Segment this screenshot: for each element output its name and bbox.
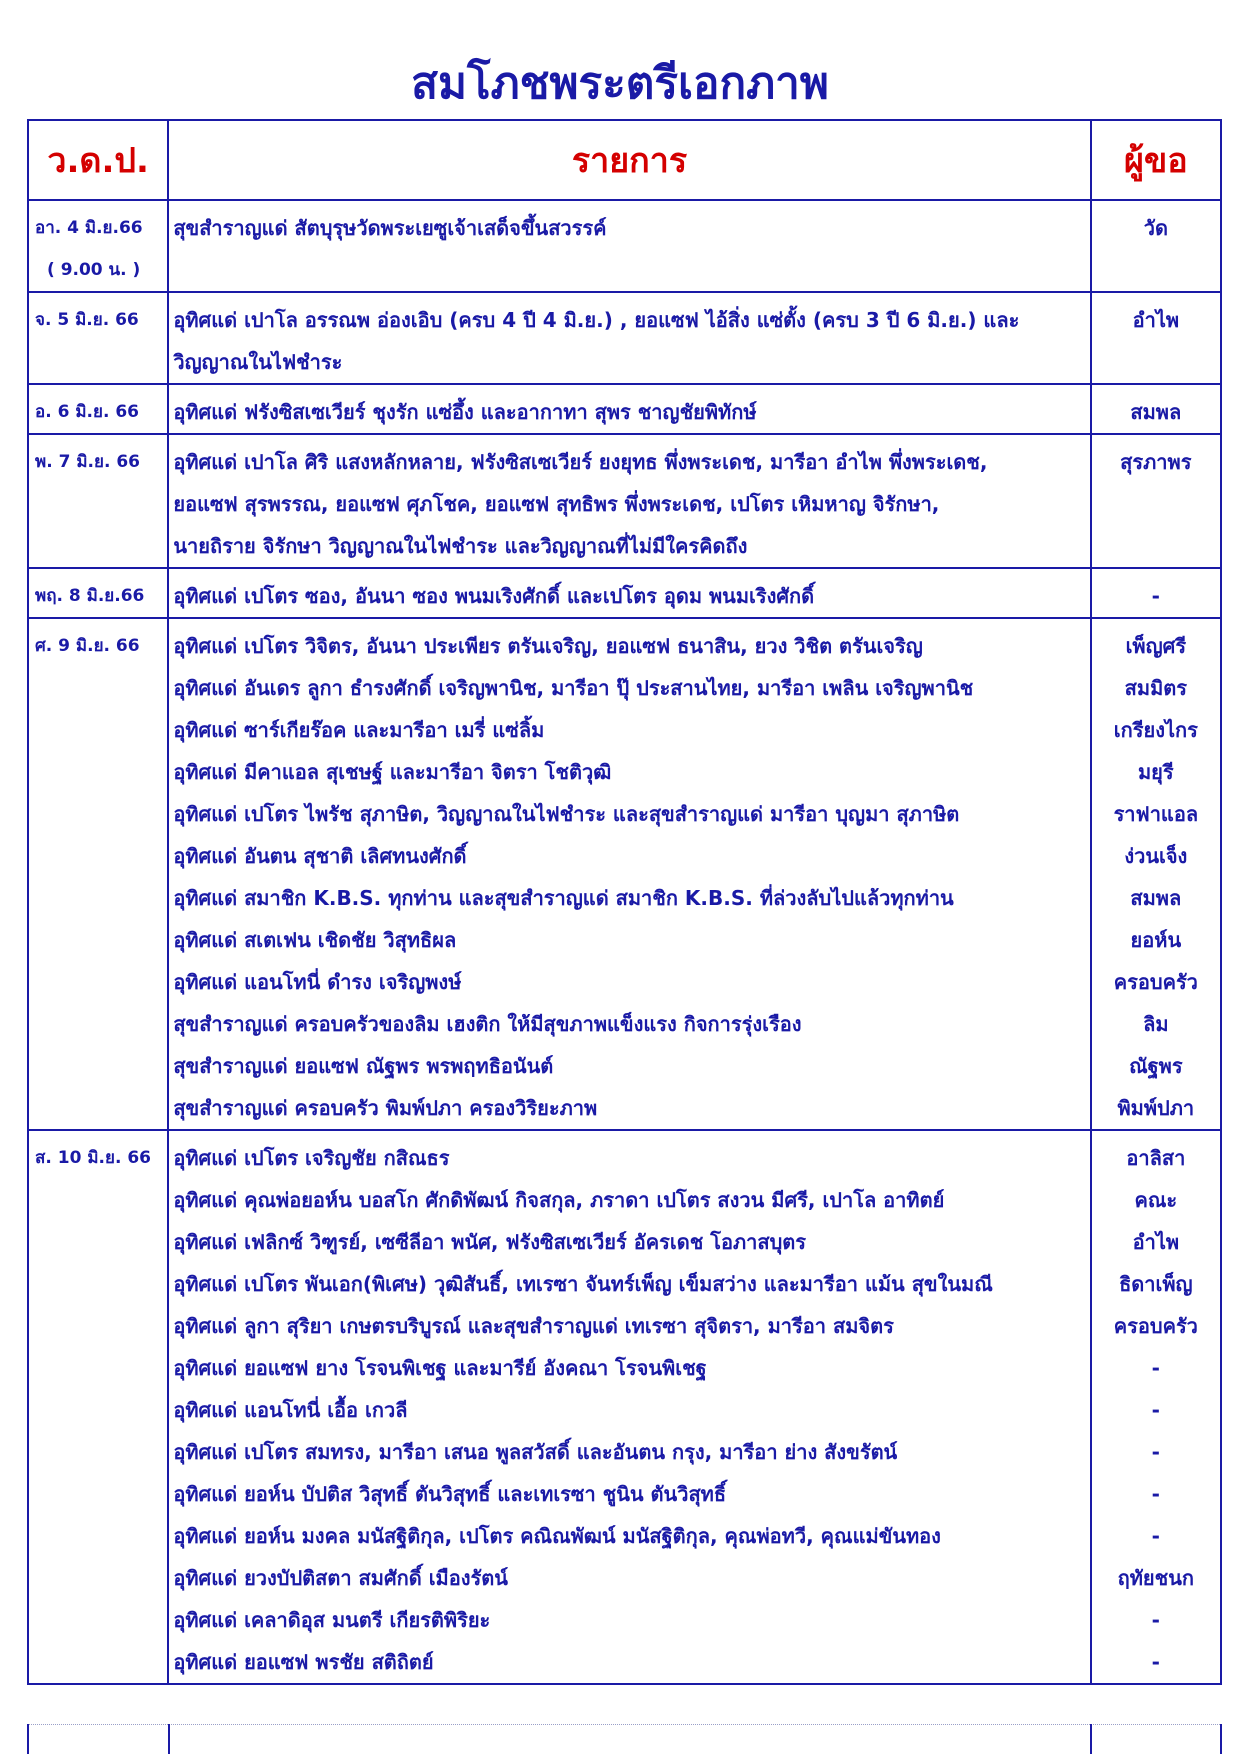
- requester-cell: [1091, 434, 1221, 568]
- continuation-border-date: [168, 1724, 170, 1754]
- table-row: [28, 434, 1221, 568]
- intention-line: สุขสำราญแด่ สัตบุรุษวัดพระเยซูเจ้าเสด็จขึ้นสวรรค์: [173, 216, 607, 240]
- requester-name: -: [1151, 1440, 1160, 1464]
- intention-line: อุทิศแด่ เปาโล อรรณพ อ่องเอิบ (ครบ 4 ปี 4 มิ.ย.) , ยอแซฟ ไอ้สิ่ง แซ่ตั้ง (ครบ 3 ปี 6 มิ.ย.) และ: [173, 308, 1020, 332]
- dotted-divider: [27, 1724, 1222, 1725]
- date-cell: [28, 384, 168, 434]
- table-row: [28, 568, 1221, 618]
- intention-cell: [168, 434, 1090, 568]
- requester-name: -: [1151, 1650, 1160, 1674]
- table-row: [28, 384, 1221, 434]
- intention-line: สุขสำราญแด่ ครอบครัว พิมพ์ปภา ครองวิริยะภาพ: [173, 1096, 598, 1120]
- requester-cell: [1091, 568, 1221, 618]
- date-text: พฤ. 8 มิ.ย.66: [35, 586, 145, 606]
- date-cell: [28, 568, 168, 618]
- intention-line: อุทิศแด่ ยอห์น บัปติส วิสุทธิ์ ตันวิสุทธิ์ และเทเรซา ชูนิน ตันวิสุทธิ์: [173, 1482, 727, 1506]
- date-cell: [28, 200, 168, 292]
- intention-cell: [168, 292, 1090, 384]
- date-text: ส. 10 มิ.ย. 66: [35, 1148, 151, 1168]
- date-text: ศ. 9 มิ.ย. 66: [35, 636, 140, 656]
- requester-cell: [1091, 618, 1221, 1130]
- intention-line: อุทิศแด่ เปโตร เจริญชัย กสิณธร: [173, 1146, 450, 1170]
- intention-line: อุทิศแด่ ยวงบัปติสตา สมศักดิ์ เมืองรัตน์: [173, 1566, 508, 1590]
- requester-name: วัด: [1143, 216, 1168, 240]
- requester-name: อำไพ: [1132, 1230, 1180, 1254]
- intention-line: อุทิศแด่ สเตเฟน เชิดชัย วิสุทธิผล: [173, 928, 457, 952]
- table-row: [28, 200, 1221, 292]
- page-title: สมโภชพระตรีเอกภาพ: [411, 58, 829, 109]
- requester-cell: [1091, 1130, 1221, 1684]
- intention-cell: [168, 384, 1090, 434]
- intention-line: สุขสำราญแด่ ครอบครัวของลิม เฮงติก ให้มีสุขภาพแข็งแรง กิจการรุ่งเรือง: [173, 1012, 802, 1036]
- date-cell: [28, 618, 168, 1130]
- date-text: อา. 4 มิ.ย.66: [35, 218, 143, 238]
- mass-intention-table: [27, 119, 1222, 1685]
- header-item: รายการ: [168, 120, 1090, 200]
- requester-name: เกรียงไกร: [1113, 718, 1198, 742]
- intention-line: อุทิศแด่ เปโตร สมทรง, มารีอา เสนอ พูลสวัสดิ์ และอันตน กรุง, มารีอา ย่าง สังขรัตน์: [173, 1440, 898, 1464]
- intention-line: อุทิศแด่ ยอแซฟ ยาง โรจนพิเชฐ และมารีย์ อังคณา โรจนพิเชฐ: [173, 1356, 707, 1380]
- intention-line: นายถิราย จิรักษา วิญญาณในไฟชำระ และวิญญาณที่ไม่มีใครคิดถึง: [173, 534, 748, 558]
- intention-line: ยอแซฟ สุรพรรณ, ยอแซฟ ศุภโชค, ยอแซฟ สุทธิพร พึ่งพระเดช, เปโตร เหิมหาญ จิรักษา,: [173, 492, 940, 516]
- requester-name: ณัฐพร: [1129, 1054, 1183, 1078]
- requester-name: ราฟาแอล: [1113, 802, 1199, 826]
- intention-cell: [168, 1130, 1090, 1684]
- intention-line: อุทิศแด่ ซาร์เกียร๊อค และมารีอา เมรี่ แซ่ลิ้ม: [173, 718, 545, 742]
- requester-name: สมมิตร: [1124, 676, 1187, 700]
- intention-line: อุทิศแด่ อันตน สุชาติ เลิศทนงศักดิ์: [173, 844, 467, 868]
- requester-name: มยุรี: [1138, 760, 1174, 784]
- requester-cell: [1091, 384, 1221, 434]
- requester-cell: [1091, 292, 1221, 384]
- intention-line: อุทิศแด่ เปาโล ศิริ แสงหลักหลาย, ฟรังซิสเซเวียร์ ยงยุทธ พึ่งพระเดช, มารีอา อำไพ พึ่งพระเดช,: [173, 450, 988, 474]
- date-cell: [28, 1130, 168, 1684]
- requester-name: -: [1151, 1356, 1160, 1380]
- intention-line: อุทิศแด่ อันเดร ลูกา ธำรงศักดิ์ เจริญพานิช, มารีอา ปุ๊ ประสานไทย, มารีอา เพลิน เจริญพานิช: [173, 676, 974, 700]
- requester-name: -: [1151, 1398, 1160, 1422]
- intention-line: อุทิศแด่ เคลาดิอุส มนตรี เกียรติพิริยะ: [173, 1608, 491, 1632]
- continuation-border-item: [1090, 1724, 1092, 1754]
- date-cell: [28, 434, 168, 568]
- table-row: [28, 1130, 1221, 1684]
- intention-line: อุทิศแด่ สมาชิก K.B.S. ทุกท่าน และสุขสำราญแด่ สมาชิก K.B.S. ที่ล่วงลับไปแล้วทุกท่าน: [173, 886, 954, 910]
- intention-cell: [168, 618, 1090, 1130]
- requester-name: -: [1151, 584, 1160, 608]
- requester-name: พิมพ์ปภา: [1117, 1096, 1195, 1120]
- date-text: จ. 5 มิ.ย. 66: [35, 310, 139, 330]
- requester-name: อาลิสา: [1126, 1146, 1186, 1170]
- requester-cell: [1091, 200, 1221, 292]
- intention-line: อุทิศแด่ มีคาแอล สุเชษฐ์ และมารีอา จิตรา โชติวุฒิ: [173, 760, 612, 784]
- table-header-row: [28, 120, 1221, 200]
- continuation-border-right: [1220, 1724, 1222, 1754]
- continuation-border-left: [27, 1724, 29, 1754]
- requester-name: สุรภาพร: [1120, 450, 1192, 474]
- date-text: พ. 7 มิ.ย. 66: [35, 452, 140, 472]
- table-continuation: [27, 1724, 1222, 1754]
- intention-line: อุทิศแด่ แอนโทนี่ เอื้อ เกวลี: [173, 1398, 408, 1422]
- intention-line: อุทิศแด่ เปโตร ซอง, อันนา ซอง พนมเริงศักดิ์ และเปโตร อุดม พนมเริงศักดิ์: [173, 584, 815, 608]
- intention-cell: [168, 568, 1090, 618]
- intention-line: วิญญาณในไฟชำระ: [173, 350, 343, 374]
- intention-line: อุทิศแด่ ฟรังซิสเซเวียร์ ชุงรัก แซ่อึ้ง และอากาทา สุพร ชาญชัยพิทักษ์: [173, 400, 757, 424]
- requester-name: -: [1151, 1608, 1160, 1632]
- requester-name: -: [1151, 1524, 1160, 1548]
- requester-name: ยอห์น: [1130, 928, 1182, 952]
- intention-line: อุทิศแด่ เปโตร พันเอก(พิเศษ) วุฒิสันธิ์, เทเรซา จันทร์เพ็ญ เข็มสว่าง และมารีอา แม้น สุขในมณี: [173, 1272, 993, 1296]
- header-date: ว.ด.ป.: [28, 120, 168, 200]
- date-cell: [28, 292, 168, 384]
- date-text: อ. 6 มิ.ย. 66: [35, 402, 139, 422]
- intention-line: อุทิศแด่ ยอห์น มงคล มนัสฐิติกุล, เปโตร คณิณพัฒน์ มนัสฐิติกุล, คุณพ่อทวี, คุณแม่ขันทอง: [173, 1524, 941, 1548]
- requester-name: -: [1151, 1482, 1160, 1506]
- requester-name: ครอบครัว: [1113, 970, 1198, 994]
- intention-line: อุทิศแด่ ยอแซฟ พรชัย สติถิตย์: [173, 1650, 434, 1674]
- intention-line: อุทิศแด่ แอนโทนี่ ดำรง เจริญพงษ์: [173, 970, 462, 994]
- intention-cell: [168, 200, 1090, 292]
- table-row: [28, 618, 1221, 1130]
- requester-name: ธิดาเพ็ญ: [1119, 1272, 1193, 1296]
- requester-name: สมพล: [1130, 886, 1182, 910]
- requester-name: เพ็ญศรี: [1125, 634, 1187, 658]
- intention-line: อุทิศแด่ เปโตร ไพรัช สุภาษิต, วิญญาณในไฟชำระ และสุขสำราญแด่ มารีอา บุญมา สุภาษิต: [173, 802, 960, 826]
- header-requester: ผู้ขอ: [1091, 120, 1221, 200]
- requester-name: ง่วนเจ็ง: [1124, 844, 1188, 868]
- intention-line: อุทิศแด่ เฟลิกซ์ วิฑูรย์, เซซีลีอา พนัศ, ฟรังซิสเซเวียร์ อัครเดช โอภาสบุตร: [173, 1230, 807, 1254]
- requester-name: ครอบครัว: [1113, 1314, 1198, 1338]
- intention-line: อุทิศแด่ คุณพ่อยอห์น บอสโก ศักดิพัฒน์ กิจสกุล, ภราดา เปโตร สงวน มีศรี, เปาโล อาทิตย์: [173, 1188, 945, 1212]
- intention-line: อุทิศแด่ เปโตร วิจิตร, อันนา ประเพียร ตรันเจริญ, ยอแซฟ ธนาสิน, ยวง วิชิต ตรันเจริญ: [173, 634, 923, 658]
- date-time-text: ( 9.00 น. ): [47, 260, 141, 280]
- intention-line: สุขสำราญแด่ ยอแซฟ ณัฐพร พรพฤทธิอนันต์: [173, 1054, 554, 1078]
- table-row: [28, 292, 1221, 384]
- requester-name: สมพล: [1130, 400, 1182, 424]
- requester-name: ลิม: [1143, 1012, 1169, 1036]
- requester-name: คณะ: [1134, 1188, 1178, 1212]
- intention-line: อุทิศแด่ ลูกา สุริยา เกษตรบริบูรณ์ และสุขสำราญแด่ เทเรซา สุจิตรา, มารีอา สมจิตร: [173, 1314, 894, 1338]
- requester-name: อำไพ: [1132, 308, 1180, 332]
- requester-name: ฤทัยชนก: [1117, 1566, 1195, 1590]
